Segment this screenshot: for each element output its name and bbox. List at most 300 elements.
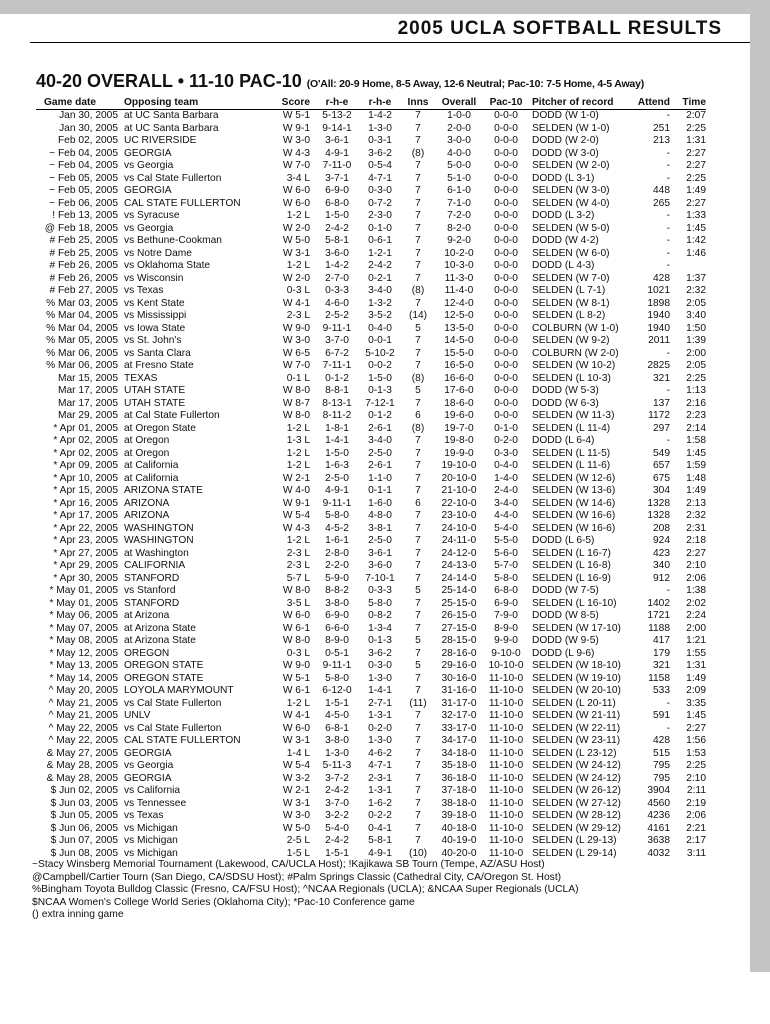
pac10-record-cell: 11-10-0 (488, 785, 524, 796)
rhe-ucla-cell: 3-7-0 (325, 797, 349, 809)
rhe-ucla-cell: 3-6-1 (325, 135, 349, 146)
results-body (36, 110, 706, 861)
opponent-cell: at Arizona (124, 610, 170, 621)
rhe-ucla-cell: 5-8-0 (325, 672, 349, 684)
innings-cell: (11) (409, 697, 427, 709)
game-time-cell: 2:32 (686, 285, 706, 296)
pac10-record-cell: 9-10-0 (491, 647, 521, 659)
table-row (36, 323, 706, 336)
pac10-record-cell: 0-0-0 (494, 122, 518, 134)
pac10-record-cell: 0-0-0 (494, 397, 518, 409)
opponent-cell: WASHINGTON (124, 522, 194, 534)
rhe-opp-cell: 1-3-2 (368, 297, 392, 309)
innings-cell: 7 (415, 685, 421, 696)
innings-cell: 7 (415, 485, 421, 496)
score-cell: W 6-1 (282, 622, 310, 634)
innings-cell: 7 (415, 597, 421, 609)
game-date-cell: * Apr 01, 2005 (53, 422, 118, 434)
rhe-opp-cell: 3-4-0 (368, 435, 392, 446)
attendance-cell: 137 (653, 397, 670, 409)
rhe-ucla-cell: 9-11-1 (322, 322, 352, 334)
overall-record-cell: 40-19-0 (441, 835, 477, 846)
score-cell: 1-2 L (286, 210, 310, 221)
pac10-record-cell: 8-9-0 (494, 622, 518, 634)
game-time-cell: 2:06 (686, 810, 706, 821)
pac10-record-cell: 11-10-0 (488, 697, 524, 709)
innings-cell: 6 (415, 410, 421, 421)
rhe-opp-cell: 0-2-0 (368, 722, 392, 734)
innings-cell: (8) (411, 422, 425, 434)
rhe-opp-cell: 0-1-1 (368, 485, 392, 496)
pitcher-of-record-cell: SELDEN (W 11-3) (532, 410, 615, 421)
game-date-cell: ~ Feb 04, 2005 (49, 160, 118, 171)
game-date-cell: * Apr 22, 2005 (53, 522, 118, 534)
overall-record-cell: 28-15-0 (441, 635, 477, 646)
rhe-opp-cell: 3-6-1 (368, 547, 392, 559)
overall-record-cell: 12-5-0 (444, 310, 474, 321)
innings-cell: 7 (415, 822, 421, 834)
game-date-cell: # Feb 25, 2005 (49, 235, 118, 246)
attendance-cell: 208 (653, 522, 670, 534)
attendance-cell: 251 (653, 122, 670, 134)
score-cell: 2-5 L (286, 835, 310, 846)
overall-record-cell: 7-2-0 (447, 210, 471, 221)
rhe-ucla-cell: 0-1-2 (325, 372, 349, 384)
attendance-cell: - (666, 585, 670, 596)
pitcher-of-record-cell: DODD (W 3-0) (532, 147, 599, 159)
rhe-opp-cell: 0-0-2 (368, 360, 392, 371)
game-date-cell: Mar 17, 2005 (57, 385, 118, 396)
pac10-record-cell: 11-10-0 (488, 747, 524, 759)
pitcher-of-record-cell: DODD (W 6-3) (532, 397, 599, 409)
game-time-cell: 1:49 (686, 672, 706, 684)
table-row (36, 460, 706, 473)
rhe-ucla-cell: 2-7-0 (325, 272, 349, 284)
pitcher-of-record-cell: DODD (W 2-0) (532, 135, 599, 146)
innings-cell: 7 (415, 772, 421, 784)
overall-record-cell: 30-16-0 (441, 672, 477, 684)
pitcher-of-record-cell: COLBURN (W 2-0) (532, 347, 619, 359)
pitcher-of-record-cell: SELDEN (L 11-6) (532, 460, 611, 471)
game-date-cell: $ Jun 05, 2005 (50, 810, 118, 821)
score-cell: 1-5 L (286, 847, 310, 859)
opponent-cell: WASHINGTON (124, 535, 194, 546)
game-time-cell: 2:09 (686, 685, 706, 696)
attendance-cell: - (666, 722, 670, 734)
rhe-opp-cell: 3-6-2 (368, 147, 392, 159)
score-cell: W 5-0 (282, 822, 310, 834)
game-time-cell: 3:40 (686, 310, 706, 321)
pitcher-of-record-cell: DODD (L 6-5) (532, 535, 595, 546)
rhe-ucla-cell: 6-9-0 (325, 610, 349, 621)
innings-cell: 7 (415, 160, 421, 171)
attendance-cell: 4236 (647, 810, 670, 821)
rhe-ucla-cell: 7-11-0 (322, 160, 352, 171)
attendance-cell: 428 (653, 272, 670, 284)
table-row (36, 135, 706, 148)
score-cell: W 4-3 (282, 522, 310, 534)
game-date-cell: & May 27, 2005 (46, 747, 118, 759)
innings-cell: 5 (415, 385, 421, 396)
opponent-cell: at Arizona State (124, 635, 196, 646)
table-row (36, 285, 706, 298)
rhe-opp-cell: 1-3-1 (368, 710, 392, 721)
pitcher-of-record-cell: SELDEN (W 8-1) (532, 297, 610, 309)
overall-record-cell: 28-16-0 (441, 647, 477, 659)
attendance-cell: 1898 (647, 297, 670, 309)
game-time-cell: 2:00 (686, 347, 706, 359)
overall-record-cell: 4-0-0 (447, 147, 471, 159)
game-time-cell: 1:45 (686, 710, 706, 721)
score-cell: W 7-0 (282, 160, 310, 171)
rhe-ucla-cell: 3-2-2 (325, 810, 349, 821)
attendance-cell: 179 (653, 647, 670, 659)
score-cell: W 8-0 (282, 635, 310, 646)
rhe-opp-cell: 1-6-2 (368, 797, 392, 809)
table-row (36, 410, 706, 423)
pitcher-of-record-cell: SELDEN (W 3-0) (532, 185, 610, 196)
innings-cell: (8) (411, 285, 425, 296)
game-time-cell: 2:25 (686, 760, 706, 771)
header-rhe-ucla: r-h-e (316, 95, 358, 110)
game-date-cell: * Apr 16, 2005 (53, 497, 118, 509)
pitcher-of-record-cell: SELDEN (W 24-12) (532, 760, 621, 771)
overall-record-cell: 33-17-0 (441, 722, 477, 734)
pitcher-of-record-cell: SELDEN (W 5-0) (532, 222, 610, 234)
pitcher-of-record-cell: SELDEN (W 26-12) (532, 785, 621, 796)
attendance-cell: 304 (653, 485, 670, 496)
game-date-cell: $ Jun 03, 2005 (50, 797, 118, 809)
game-date-cell: ~ Feb 05, 2005 (49, 172, 118, 184)
game-date-cell: * Apr 10, 2005 (53, 472, 118, 484)
pitcher-of-record-cell: DODD (L 4-3) (532, 260, 595, 271)
rhe-ucla-cell: 9-11-1 (322, 497, 352, 509)
overall-record-cell: 19-7-0 (444, 422, 474, 434)
attendance-cell: 4161 (647, 822, 670, 834)
rhe-ucla-cell: 1-6-3 (325, 460, 349, 471)
score-cell: W 4-0 (282, 485, 310, 496)
table-row (36, 435, 706, 448)
score-cell: W 3-1 (282, 247, 310, 259)
innings-cell: (14) (408, 310, 428, 321)
attendance-cell: 795 (653, 772, 670, 784)
innings-cell: 7 (415, 547, 421, 559)
opponent-cell: GEORGIA (124, 772, 172, 784)
attendance-cell: 265 (653, 197, 670, 209)
innings-cell: 5 (415, 322, 421, 334)
opponent-cell: vs Kent State (124, 297, 185, 309)
attendance-cell: 1158 (648, 672, 670, 684)
pac10-record-cell: 0-1-0 (494, 422, 518, 434)
attendance-cell: - (666, 235, 670, 246)
overall-record-cell: 16-5-0 (444, 360, 474, 371)
pac10-record-cell: 0-0-0 (494, 285, 518, 296)
innings-cell: 7 (415, 472, 421, 484)
attendance-cell: - (666, 110, 670, 121)
rhe-ucla-cell: 1-3-0 (325, 747, 349, 759)
game-time-cell: 2:27 (686, 547, 706, 559)
opponent-cell: UNLV (124, 710, 151, 721)
score-cell: 2-3 L (286, 310, 310, 321)
attendance-cell: - (666, 147, 670, 159)
pitcher-of-record-cell: SELDEN (W 16-6) (532, 522, 616, 534)
footnote-line: @Campbell/Cartier Tourn (San Diego, CA/SDSU Host); #Palm Springs Classic (Cathedral City, CA/Oregon St. Host) (32, 871, 562, 883)
game-time-cell: 1:59 (686, 460, 706, 471)
pac10-record-cell: 5-4-0 (494, 522, 518, 534)
rhe-ucla-cell: 2-4-2 (325, 835, 349, 846)
footnotes (32, 859, 732, 922)
pac10-record-cell: 5-5-0 (494, 535, 518, 546)
score-cell: W 4-3 (282, 147, 310, 159)
score-cell: W 5-0 (282, 235, 310, 246)
score-cell: W 5-4 (282, 510, 310, 521)
pac10-record-cell: 4-4-0 (494, 510, 518, 521)
game-date-cell: ~ Feb 04, 2005 (49, 147, 118, 159)
overall-record-cell: 37-18-0 (441, 785, 477, 796)
game-time-cell: 2:10 (686, 560, 706, 571)
table-row (36, 360, 706, 373)
innings-cell: 7 (415, 460, 421, 471)
innings-cell: (8) (411, 147, 425, 159)
game-time-cell: 2:07 (686, 110, 706, 121)
pitcher-of-record-cell: SELDEN (L 29-13) (532, 835, 617, 846)
table-row (36, 535, 706, 548)
rhe-opp-cell: 0-1-3 (368, 385, 392, 396)
game-date-cell: % Mar 03, 2005 (46, 297, 118, 309)
pac10-record-cell: 0-0-0 (494, 260, 518, 271)
pitcher-of-record-cell: SELDEN (W 22-11) (532, 722, 621, 734)
rhe-opp-cell: 2-5-0 (368, 447, 392, 459)
rhe-ucla-cell: 9-14-1 (322, 122, 352, 134)
table-row (36, 223, 706, 236)
opponent-cell: ARIZONA (124, 510, 170, 521)
pac10-record-cell: 11-10-0 (488, 735, 524, 746)
game-time-cell: 1:50 (686, 322, 706, 334)
header-opponent: Opposing team (124, 95, 252, 110)
innings-cell: 7 (415, 172, 421, 184)
pitcher-of-record-cell: DODD (L 3-1) (532, 172, 595, 184)
page-title: 2005 UCLA SOFTBALL RESULTS (397, 18, 722, 39)
innings-cell: 7 (415, 347, 421, 359)
pac10-record-cell: 0-0-0 (494, 247, 518, 259)
pitcher-of-record-cell: SELDEN (L 10-3) (532, 372, 611, 384)
opponent-cell: at Cal State Fullerton (124, 410, 220, 421)
innings-cell: (10) (408, 847, 428, 859)
overall-record-cell: 13-5-0 (444, 322, 474, 334)
innings-cell: 7 (415, 610, 421, 621)
score-cell: 2-3 L (286, 560, 310, 571)
table-row (36, 448, 706, 461)
game-date-cell: * Apr 15, 2005 (53, 485, 118, 496)
attendance-cell: 515 (653, 747, 670, 759)
table-row (36, 760, 706, 773)
game-time-cell: 2:25 (686, 372, 706, 384)
results-table (36, 95, 706, 860)
attendance-cell: - (666, 160, 670, 171)
rhe-opp-cell: 3-4-0 (368, 285, 392, 296)
rhe-opp-cell: 2-7-1 (368, 697, 392, 709)
table-row (36, 710, 706, 723)
rhe-ucla-cell: 5-8-1 (325, 235, 349, 246)
pitcher-of-record-cell: DODD (W 4-2) (532, 235, 599, 246)
opponent-cell: vs Mississippi (124, 310, 187, 321)
opponent-cell: at Oregon State (124, 422, 196, 434)
table-row (36, 648, 706, 661)
rhe-ucla-cell: 6-7-2 (325, 347, 349, 359)
game-time-cell: 1:56 (686, 735, 706, 746)
rhe-ucla-cell: 4-6-0 (325, 297, 349, 309)
score-cell: W 3-0 (282, 335, 310, 346)
pac10-record-cell: 11-10-0 (488, 797, 524, 809)
opponent-cell: vs Stanford (124, 585, 176, 596)
right-gray-sidebar (750, 0, 770, 972)
header-score: Score (252, 95, 316, 110)
innings-cell: 7 (415, 435, 421, 446)
game-date-cell: @ Feb 18, 2005 (44, 222, 118, 234)
pac10-record-cell: 6-8-0 (494, 585, 518, 596)
game-date-cell: % Mar 06, 2005 (46, 360, 118, 371)
innings-cell: 7 (415, 810, 421, 821)
opponent-cell: vs Texas (124, 285, 164, 296)
rhe-opp-cell: 0-3-0 (368, 660, 392, 671)
innings-cell: 5 (415, 660, 421, 671)
game-date-cell: * Apr 30, 2005 (53, 572, 118, 584)
pitcher-of-record-cell: SELDEN (W 29-12) (532, 822, 621, 834)
opponent-cell: CALIFORNIA (124, 560, 186, 571)
innings-cell: 7 (415, 272, 421, 284)
game-date-cell: % Mar 06, 2005 (46, 347, 118, 359)
pitcher-of-record-cell: DODD (W 8-5) (532, 610, 599, 621)
pitcher-of-record-cell: SELDEN (L 20-11) (532, 697, 616, 709)
pac10-record-cell: 0-0-0 (494, 347, 518, 359)
game-time-cell: 2:18 (686, 535, 706, 546)
rhe-opp-cell: 1-3-0 (368, 672, 392, 684)
overall-record-cell: 2-0-0 (447, 122, 471, 134)
rhe-opp-cell: 2-4-2 (368, 260, 392, 271)
table-row (36, 498, 706, 511)
pac10-record-cell: 6-9-0 (494, 597, 518, 609)
game-date-cell: % Mar 04, 2005 (46, 310, 118, 321)
pac10-record-cell: 0-0-0 (494, 385, 518, 396)
rhe-opp-cell: 1-5-0 (368, 372, 392, 384)
score-cell: W 4-1 (282, 297, 310, 309)
game-time-cell: 1:42 (686, 235, 706, 246)
overall-record-cell: 31-16-0 (441, 685, 477, 696)
table-row (36, 810, 706, 823)
opponent-cell: GEORGIA (124, 147, 172, 159)
game-date-cell: ^ May 22, 2005 (48, 722, 118, 734)
table-row (36, 260, 706, 273)
footnote-line: $NCAA Women's College World Series (Oklahoma City); *Pac-10 Conference game (32, 896, 415, 908)
pitcher-of-record-cell: SELDEN (L 23-12) (532, 747, 617, 759)
game-time-cell: 3:11 (686, 847, 706, 859)
score-cell: W 8-7 (282, 397, 310, 409)
opponent-cell: STANFORD (124, 597, 180, 609)
rhe-ucla-cell: 8-8-1 (325, 385, 349, 396)
score-cell: 5-7 L (286, 572, 310, 584)
table-row (36, 835, 706, 848)
pac10-record-cell: 0-0-0 (494, 160, 518, 171)
game-date-cell: * May 14, 2005 (49, 672, 118, 684)
attendance-cell: 1021 (647, 285, 670, 296)
attendance-cell: 2011 (648, 335, 670, 346)
game-time-cell: 1:48 (686, 472, 706, 484)
pitcher-of-record-cell: SELDEN (W 28-12) (532, 810, 621, 821)
game-time-cell: 1:45 (686, 222, 706, 234)
pac10-record-cell: 0-2-0 (494, 435, 518, 446)
pac10-record-cell: 0-0-0 (494, 172, 518, 184)
attendance-cell: - (666, 385, 670, 396)
rhe-opp-cell: 0-0-1 (368, 335, 392, 346)
score-cell: W 4-1 (282, 710, 310, 721)
header-overall: Overall (434, 95, 484, 110)
opponent-cell: vs Michigan (124, 835, 178, 846)
pac10-record-cell: 1-4-0 (494, 472, 518, 484)
score-cell: W 8-0 (282, 385, 310, 396)
score-cell: W 6-5 (282, 347, 310, 359)
attendance-cell: 1940 (647, 310, 670, 321)
table-row (36, 548, 706, 561)
rhe-opp-cell: 3-6-0 (368, 560, 392, 571)
innings-cell: 7 (415, 335, 421, 346)
game-time-cell: 2:11 (686, 785, 706, 796)
attendance-cell: 417 (653, 635, 670, 646)
table-row (36, 335, 706, 348)
pac10-record-cell: 0-0-0 (494, 335, 518, 346)
score-cell: W 6-0 (282, 197, 310, 209)
opponent-cell: ARIZONA STATE (124, 485, 203, 496)
opponent-cell: OREGON (124, 647, 170, 659)
innings-cell: 5 (415, 635, 421, 646)
rhe-ucla-cell: 3-8-0 (325, 735, 349, 746)
pac10-record-cell: 5-7-0 (494, 560, 518, 571)
rhe-opp-cell: 0-3-0 (368, 185, 392, 196)
overall-record-cell: 31-17-0 (441, 697, 477, 709)
score-cell: W 3-1 (282, 735, 310, 746)
game-date-cell: & May 28, 2005 (46, 760, 118, 771)
rhe-ucla-cell: 6-8-0 (325, 197, 349, 209)
rhe-opp-cell: 3-6-2 (368, 647, 392, 659)
rhe-ucla-cell: 1-5-1 (325, 697, 349, 709)
pitcher-of-record-cell: DODD (L 3-2) (532, 210, 595, 221)
results-page (0, 14, 750, 1024)
opponent-cell: LOYOLA MARYMOUNT (124, 685, 234, 696)
rhe-opp-cell: 1-1-0 (368, 472, 392, 484)
pitcher-of-record-cell: DODD (W 7-5) (532, 585, 599, 596)
attendance-cell: 912 (653, 572, 670, 584)
overall-record-cell: 10-3-0 (444, 260, 474, 271)
opponent-cell: at Oregon (124, 447, 170, 459)
pac10-record-cell: 0-0-0 (494, 197, 518, 209)
game-date-cell: $ Jun 08, 2005 (50, 847, 118, 859)
pac10-record-cell: 11-10-0 (488, 722, 524, 734)
score-cell: W 9-1 (282, 122, 310, 134)
game-time-cell: 1:55 (686, 647, 706, 659)
rhe-opp-cell: 7-10-1 (365, 572, 395, 584)
table-row (36, 273, 706, 286)
attendance-cell: 428 (653, 735, 670, 746)
pac10-record-cell: 5-6-0 (494, 547, 518, 559)
innings-cell: 7 (415, 247, 421, 259)
innings-cell: 7 (415, 522, 421, 534)
rhe-ucla-cell: 1-5-1 (325, 847, 349, 859)
game-time-cell: 2:21 (686, 822, 706, 834)
rhe-ucla-cell: 8-8-2 (325, 585, 349, 596)
attendance-cell: 675 (653, 472, 670, 484)
table-row (36, 560, 706, 573)
game-time-cell: 2:10 (686, 772, 706, 784)
pitcher-of-record-cell: DODD (W 9-5) (532, 635, 599, 646)
